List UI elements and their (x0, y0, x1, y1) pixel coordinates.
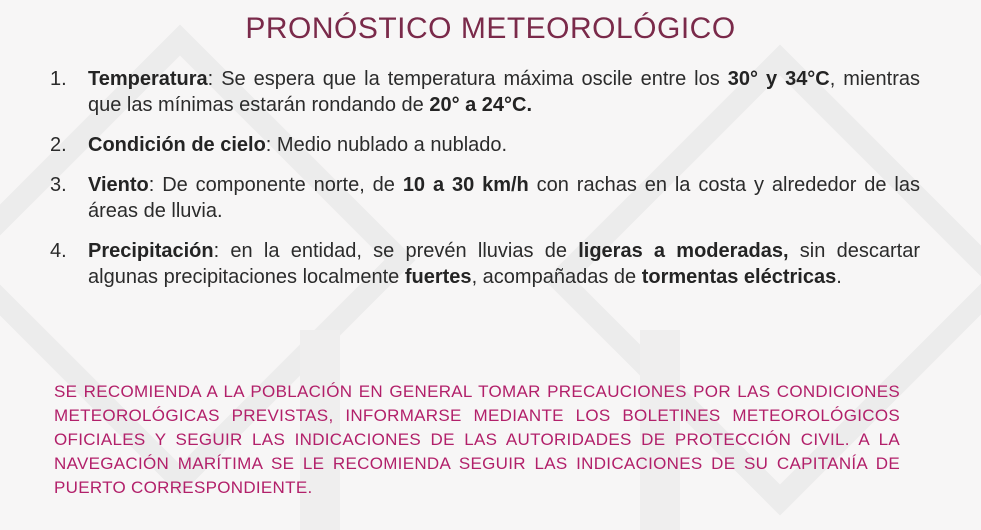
forecast-text: , mientras que las mínimas estarán rondando de (88, 68, 920, 116)
forecast-item-number: 4. (50, 240, 67, 262)
forecast-item-text (88, 132, 920, 158)
forecast-item-text (88, 238, 920, 290)
forecast-highlight: fuertes (404, 266, 472, 288)
forecast-item (50, 238, 920, 290)
forecast-highlight: 20° a 24°C. (429, 94, 533, 116)
forecast-highlight: Temperatura (88, 68, 208, 90)
forecast-list (50, 66, 920, 304)
forecast-highlight: ligeras a moderadas, (578, 240, 789, 262)
forecast-item-number: 1. (50, 68, 67, 90)
forecast-text: : Se espera que la temperatura máxima oscile entre los (207, 68, 728, 90)
forecast-text: , acompañadas de (471, 266, 642, 288)
forecast-item (50, 66, 920, 118)
safety-notice: SE RECOMIENDA A LA POBLACIÓN EN GENERAL TOMAR PRECAUCIONES POR LAS CONDICIONES METEOROLÓGICAS PREVISTAS, INFORMARSE MEDIANTE LOS BOLETINES METEOROLÓGICOS OFICIALES Y SEGUIR LAS INDICACIONES DE LAS AUTORIDADES DE PROTECCIÓN CIVIL. A LA NAVEGACIÓN MARÍTIMA SE LE RECOMIENDA SEGUIR LAS INDICACIONES DE SU CAPITANÍA DE PUERTO CORRESPONDIENTE. (54, 382, 900, 497)
forecast-text: con rachas en la costa y alrededor de las áreas de lluvia. (88, 174, 920, 222)
forecast-text: : Medio nublado a nublado. (265, 134, 508, 156)
forecast-text: sin descartar algunas precipitaciones localmente (88, 240, 920, 288)
forecast-text: : en la entidad, se prevén lluvias de (213, 240, 579, 262)
forecast-highlight: tormentas eléctricas (641, 266, 837, 288)
forecast-item-number: 3. (50, 174, 67, 196)
forecast-highlight: 30° y 34°C (727, 68, 830, 90)
forecast-highlight: 10 a 30 km/h (402, 174, 529, 196)
forecast-text: : De componente norte, de (148, 174, 403, 196)
forecast-item-number: 2. (50, 134, 67, 156)
page-title: PRONÓSTICO METEOROLÓGICO (245, 12, 736, 45)
forecast-item (50, 172, 920, 224)
forecast-item (50, 132, 920, 158)
forecast-text: . (836, 266, 842, 288)
forecast-highlight: Precipitación (88, 240, 214, 262)
forecast-item-text (88, 172, 920, 224)
forecast-item-text (88, 66, 920, 118)
forecast-highlight: Viento (88, 174, 149, 196)
forecast-highlight: Condición de cielo (88, 134, 266, 156)
